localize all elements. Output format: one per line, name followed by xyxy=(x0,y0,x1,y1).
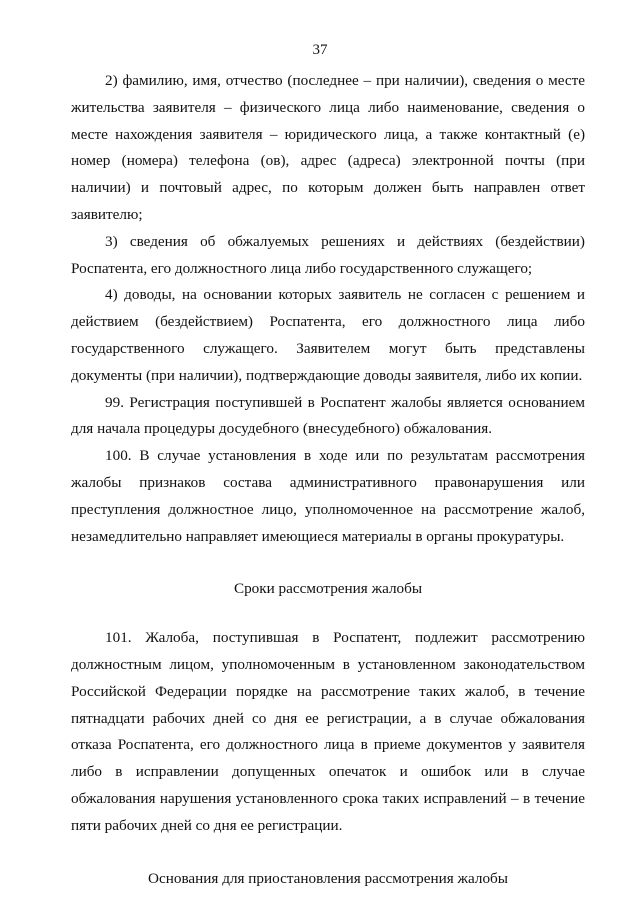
list-item-3: 3) сведения об обжалуемых решениях и действиях (бездействии) Роспатента, его должностного лица либо государственного служащего; xyxy=(71,232,585,277)
section-heading-suspension: Основания для приостановления рассмотрения жалобы xyxy=(148,869,508,887)
paragraph-99: 99. Регистрация поступившей в Роспатент жалобы является основанием для начала процедуры досудебного (внесудебного) обжалования. xyxy=(71,393,585,438)
paragraph-101: 101. Жалоба, поступившая в Роспатент, подлежит рассмотрению должностным лицом, уполномоченным в установленном законодательством Российской Федерации порядке на рассмотрение таких жалоб, в течение пятнадцати рабочих дней со дня ее регистрации, а в случае обжалования отказа Роспатента, его должностного лица в приеме документов у заявителя либо в исправлении допущенных опечаток и ошибок или в случае обжалования нарушения установленного срока таких исправлений – в течение пяти рабочих дней со дня ее регистрации. xyxy=(71,629,585,834)
list-item-4: 4) доводы, на основании которых заявитель не согласен с решением и действием (бездействием) Роспатента, его должностного лица либо государственного служащего. Заявителем могут быть представлены документы (при наличии), подтверждающие доводы заявителя, либо их копии. xyxy=(71,286,585,384)
document-body xyxy=(71,68,585,892)
list-item-2: 2) фамилию, имя, отчество (последнее – при наличии), сведения о месте жительства заявителя – физического лица либо наименование, сведения о месте нахождения заявителя – юридического лица, а также контактный (е) номер (номера) телефона (ов), адрес (адреса) электронной почты (при наличии) и почтовый адрес, по которым должен быть направлен ответ заявителю; xyxy=(71,72,585,223)
page-number: 37 xyxy=(312,42,328,58)
paragraph-100: 100. В случае установления в ходе или по результатам рассмотрения жалобы признаков состава административного правонарушения или преступления должностное лицо, уполномоченное на рассмотрение жалоб, незамедлительно направляет имеющиеся материалы в органы прокуратуры. xyxy=(71,447,585,545)
section-heading-terms: Сроки рассмотрения жалобы xyxy=(233,580,423,598)
